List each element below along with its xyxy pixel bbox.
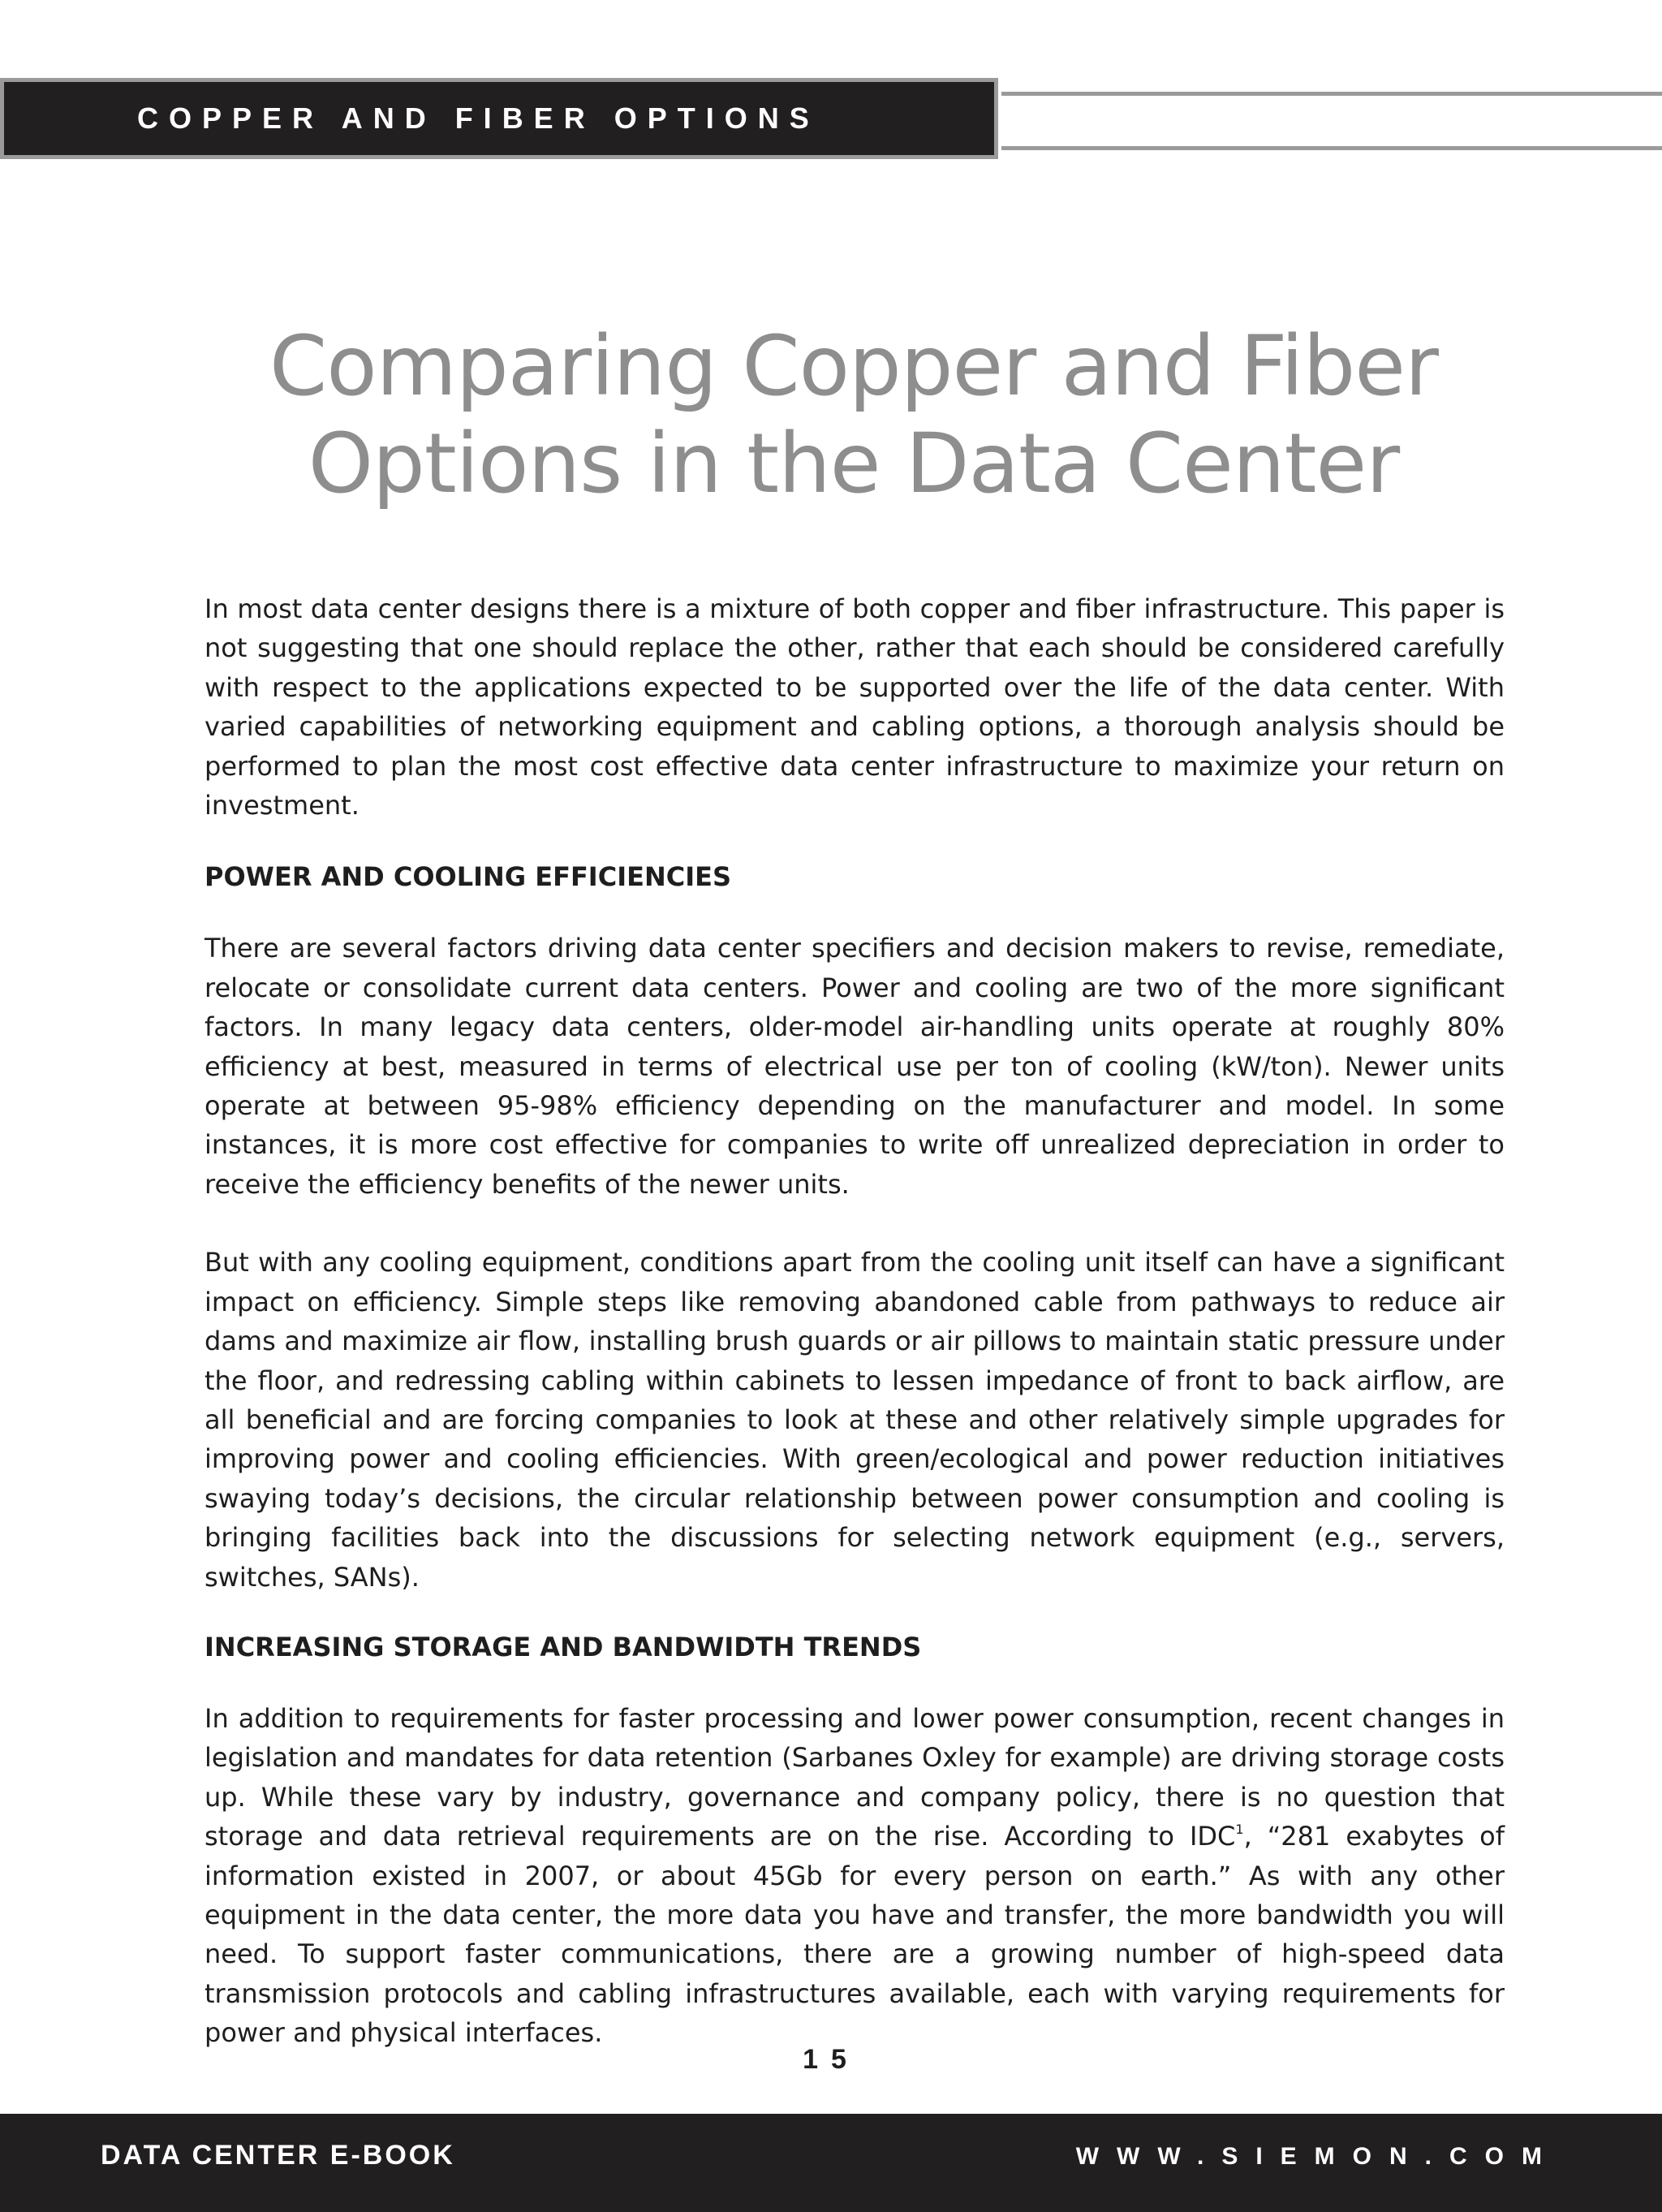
header-rule-bottom	[1001, 146, 1662, 150]
storage-paragraph	[205, 1699, 1505, 2053]
storage-text-part-2: , “281 exabytes of information existed in 2007, or about 45Gb for every person on earth.” As with any other equipment in the data center, the more data you have and transfer, the more bandwidth you will need. To support faster communications, there are a growing number of high-speed data transmission protocols and cabling infrastructures available, each with varying requirements for power and physical interfaces.	[205, 1821, 1505, 2049]
page-number: 15	[803, 2044, 859, 2075]
footer-ebook-title: DATA CENTER E-BOOK	[101, 2140, 455, 2171]
section-header-label: COPPER AND FIBER OPTIONS	[137, 101, 820, 135]
power-paragraph-1: There are several factors driving data center specifiers and decision makers to revise, remediate, relocate or consolidate current data centers. Power and cooling are two of the more significant factors. In many legacy data centers, older-model air-handling units operate at roughly 80% efficiency at best, measured in terms of electrical use per ton of cooling (kW/ton). Newer units operate at between 95-98% efficiency depending on the manufacturer and model. In some instances, it is more cost effective for companies to write off unrealized depreciation in order to receive the efficiency benefits of the newer units.	[205, 933, 1505, 1200]
footer-website: WWW.SIEMON.COM	[1075, 2143, 1560, 2170]
page-title-line-1: Comparing Copper and Fiber	[269, 318, 1438, 415]
header-rule-top	[1001, 92, 1662, 96]
storage-text-part-1: In addition to requirements for faster processing and lower power consumption, recent changes in legislation and mandates for data retention (Sarbanes Oxley for example) are driving storage costs up. While these vary by industry, governance and company policy, there is no question that storage and data retrieval requirements are on the rise. According to IDC	[205, 1702, 1505, 1852]
page-title	[205, 318, 1503, 513]
article-body	[205, 589, 1505, 2053]
footnote-marker: 1	[1235, 1822, 1244, 1838]
page-title-line-2: Options in the Data Center	[308, 416, 1400, 512]
heading-storage-bandwidth: INCREASING STORAGE AND BANDWIDTH TRENDS	[205, 1631, 922, 1662]
intro-paragraph: In most data center designs there is a mixture of both copper and fiber infrastructure. This paper is not suggesting that one should replace the other, rather that each should be considered carefully with respect to the applications expected to be supported over the life of the data center. With varied capabilities of networking equipment and cabling options, a thorough analysis should be performed to plan the most cost effective data center infrastructure to maximize your return on investment.	[205, 593, 1505, 821]
power-paragraph-2: But with any cooling equipment, conditions apart from the cooling unit itself can have a significant impact on efficiency. Simple steps like removing abandoned cable from pathways to reduce air dams and maximize air flow, installing brush guards or air pillows to maintain static pressure under the floor, and redressing cabling within cabinets to lessen impedance of front to back airflow, are all beneficial and are forcing companies to look at these and other relatively simple upgrades for improving power and cooling efficiencies. With green/ecological and power reduction initiatives swaying today’s decisions, the circular relationship between power consumption and cooling is bringing facilities back into the discussions for selecting network equipment (e.g., servers, switches, SANs).	[205, 1247, 1505, 1593]
heading-power-cooling: POWER AND COOLING EFFICIENCIES	[205, 861, 732, 893]
section-header-tab	[0, 78, 998, 159]
footer-bar	[0, 2114, 1662, 2212]
